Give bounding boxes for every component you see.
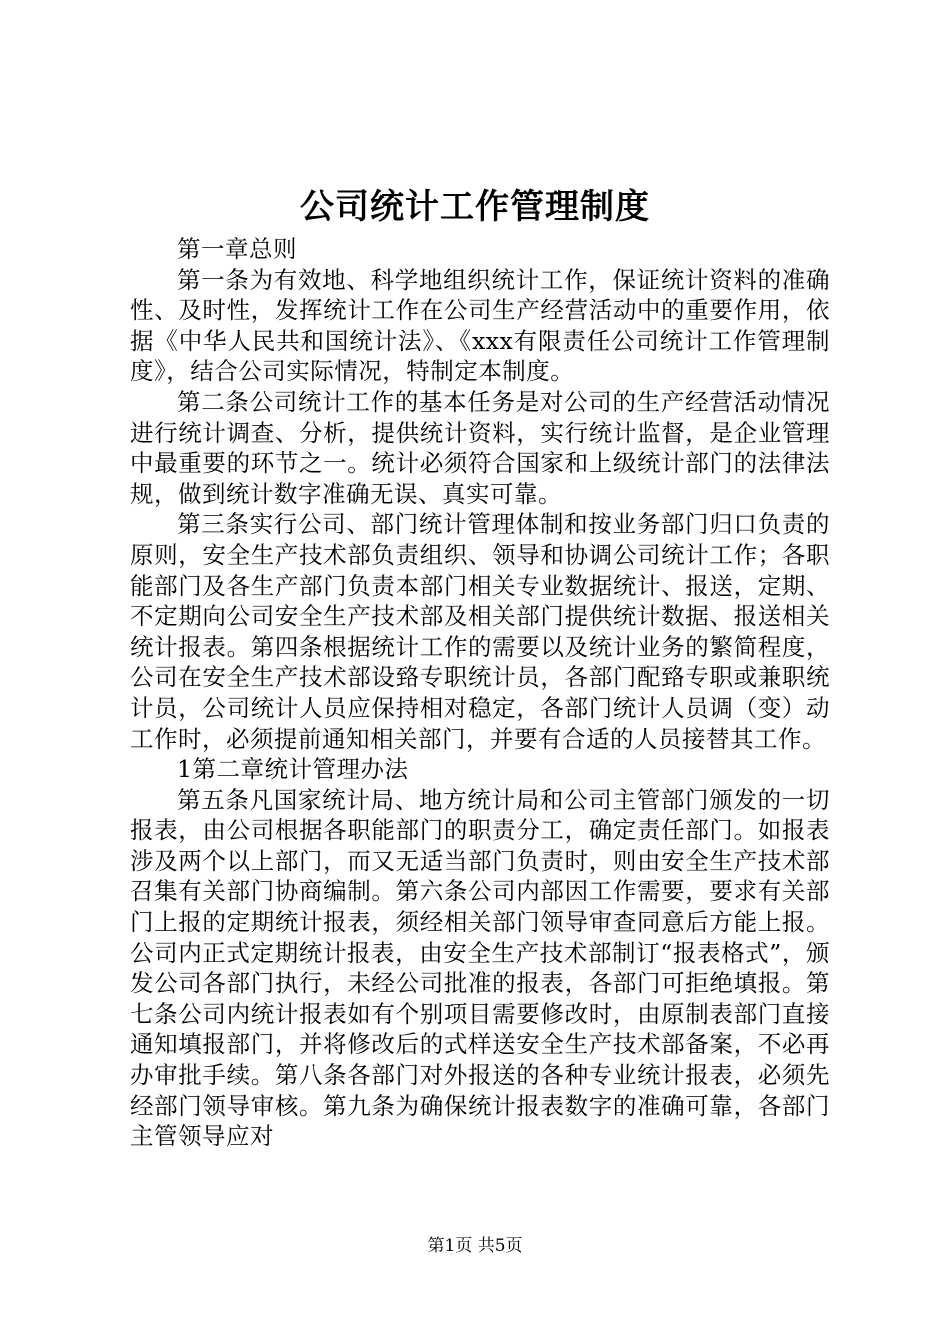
chapter-heading: 1第二章统计管理办法 xyxy=(177,755,409,784)
page-footer: 第1页 共5页 xyxy=(427,1236,523,1256)
paragraph: 第三条实行公司、部门统计管理体制和按业务部门归口负责的原则，安全生产技术部负责组织、领导和协调公司统计工作；各职能部门及各生产部门负责本部门相关专业数据统计、报送，定期、不定期向公司安全生产技术部及相关部门提供统计数据、报送相关统计报表。第四条根据统计工作的需要以及统计业务的繁简程度，公司在安全生产技术部设臵专职统计员，各部门配臵专职或兼职统计员，公司统计人员应保持相对稳定，各部门统计人员调（变）动工作时，必须提前通知相关部门，并要有合适的人员接替其工作。 xyxy=(130,510,830,753)
document-body xyxy=(130,234,830,1152)
document-title: 公司统计工作管理制度 xyxy=(300,187,650,227)
paragraph: 第一条为有效地、科学地组织统计工作，保证统计资料的准确性、及时性，发挥统计工作在公司生产经营活动中的重要作用，依据《中华人民共和国统计法》、《xxx有限责任公司统计工作管理制度》，结合公司实际情况，特制定本制度。 xyxy=(130,265,830,386)
paragraph: 第五条凡国家统计局、地方统计局和公司主管部门颁发的一切报表，由公司根据各职能部门的职责分工，确定责任部门。如报表涉及两个以上部门，而又无适当部门负责时，则由安全生产技术部召集有关部门协商编制。第六条公司内部因工作需要，要求有关部门上报的定期统计报表，须经相关部门领导审查同意后方能上报。公司内正式定期统计报表，由安全生产技术部制订“报表格式”，颁发公司各部门执行，未经公司批准的报表，各部门可拒绝填报。第七条公司内统计报表如有个别项目需要修改时，由原制表部门直接通知填报部门，并将修改后的式样送安全生产技术部备案，不必再办审批手续。第八条各部门对外报送的各种专业统计报表，必须先经部门领导审核。第九条为确保统计报表数字的准确可靠，各部门主管领导应对 xyxy=(130,785,830,1151)
paragraph: 第二条公司统计工作的基本任务是对公司的生产经营活动情况进行统计调查、分析，提供统计资料，实行统计监督，是企业管理中最重要的环节之一。统计必须符合国家和上级统计部门的法律法规，做到统计数字准确无误、真实可靠。 xyxy=(130,387,830,508)
chapter-heading: 第一章总则 xyxy=(177,235,297,263)
